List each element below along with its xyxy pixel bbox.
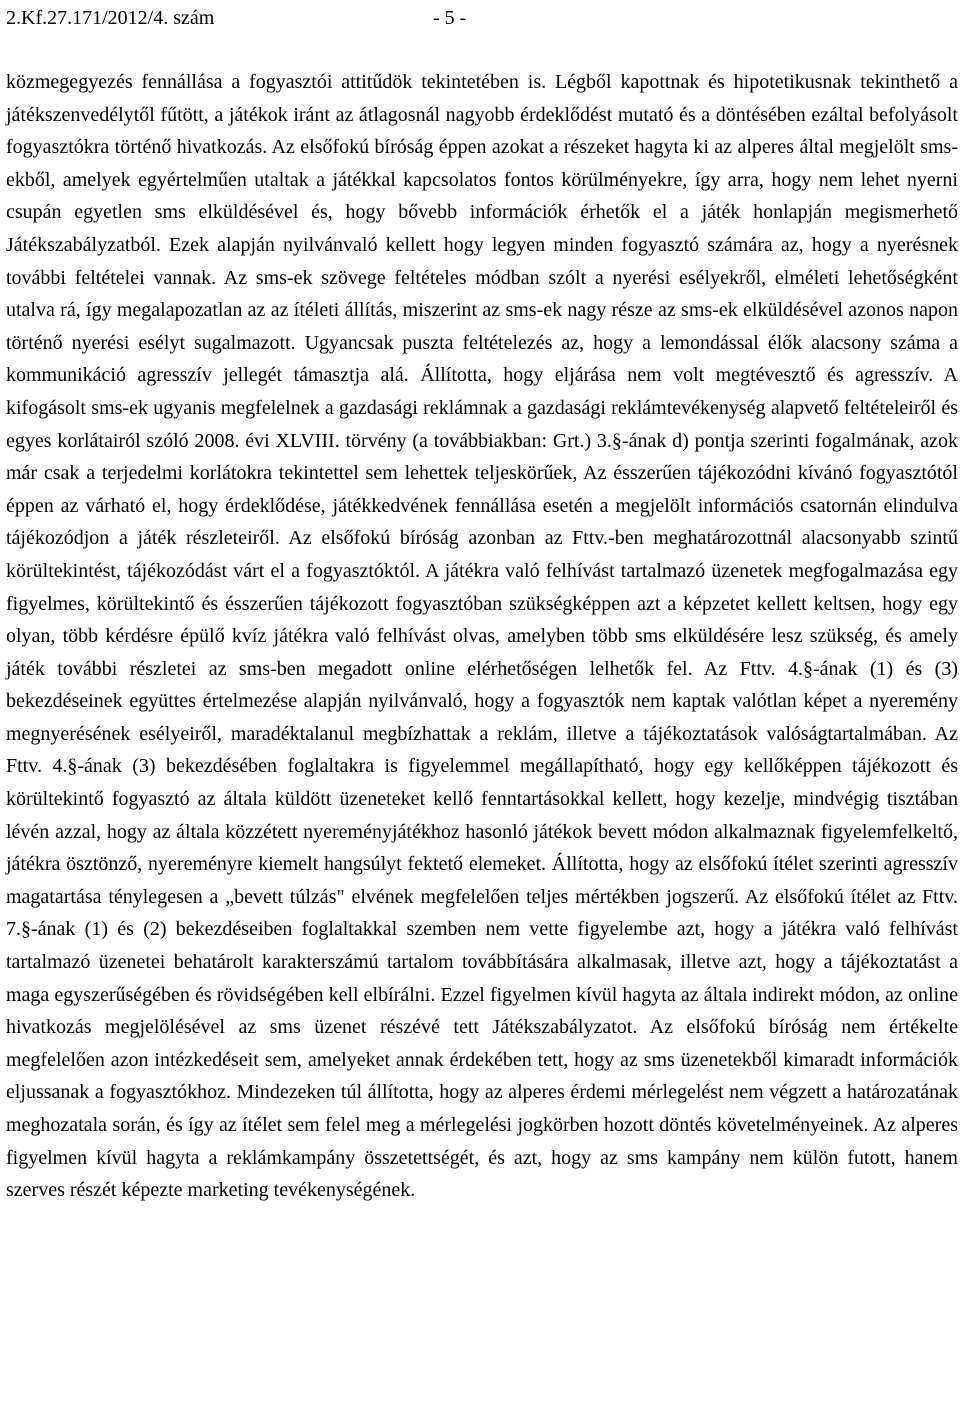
- page-number: - 5 -: [433, 7, 467, 29]
- case-reference: 2.Kf.27.171/2012/4. szám: [6, 7, 215, 29]
- body-paragraph: közmegegyezés fennállása a fogyasztói attitűdök tekintetében is. Légből kapottnak és hipotetikusnak tekinthető a játékszenvedélytől fűtött, a játékok iránt az átlagosnál nagyobb érdeklődést mutató és a döntésében ezáltal befolyásolt fogyasztókra történő hivatkozás. Az elsőfokú bíróság éppen azokat a részeket hagyta ki az alperes által megjelölt sms-ekből, amelyek egyértelműen utaltak a játékkal kapcsolatos fontos körülményekre, így arra, hogy nem lehet nyerni csupán egyetlen sms elküldésével és, hogy bővebb információk érhetők el a játék honlapján megismerhető Játékszabályzatból. Ezek alapján nyilvánvaló kellett hogy legyen minden fogyasztó számára az, hogy a nyerésnek további feltételei vannak. Az sms-ek szövege feltételes módban szólt a nyerési esélyekről, elméleti lehetőségként utalva rá, így megalapozatlan az az ítéleti állítás, miszerint az sms-ek nagy része az sms-ek elküldésével azonos napon történő nyerési esélyt sugalmazott. Ugyancsak puszta feltételezés az, hogy a lemondással élők alacsony száma a kommunikáció agresszív jellegét támasztja alá. Állította, hogy eljárása nem volt megtévesztő és agresszív. A kifogásolt sms-ek ugyanis megfelelnek a gazdasági reklámnak a gazdasági reklámtevékenység alapvető feltételeiről és egyes korlátairól szóló 2008. évi XLVIII. törvény (a továbbiakban: Grt.) 3.§-ának d) pontja szerinti fogalmának, azok már csak a terjedelmi korlátokra tekintettel sem lehettek teljeskörűek, Az ésszerűen tájékozódni kívánó fogyasztótól éppen az várható el, hogy érdeklődése, játékkedvének fennállása esetén a megjelölt információs csatornán elindulva tájékozódjon a játék részleteiről. Az elsőfokú bíróság azonban az Fttv.-ben meghatározottnál alacsonyabb szintű körültekintést, tájékozódást várt el a fogyasztóktól. A játékra való felhívást tartalmazó üzenetek megfogalmazása egy figyelmes, körültekintő és ésszerűen tájékozott fogyasztóban szükségképpen azt a képzetet kellett keltsen, hogy egy olyan, több kérdésre épülő kvíz játékra való felhívást olvas, amelyben több sms elküldésére lesz szükség, és amely játék további részletei az sms-ben megadott online elérhetőségen lelhetők fel. Az Fttv. 4.§-ának (1) és (3) bekezdéseinek együttes értelmezése alapján nyilvánvaló, hogy a fogyasztók nem kaptak valótlan képet a nyeremény megnyerésének esélyeiről, maradéktalanul megbízhattak a reklám, illetve a tájékoztatások valóságtartalmában. Az Fttv. 4.§-ának (3) bekezdésében foglaltakra is figyelemmel megállapítható, hogy egy kellőképpen tájékozott és körültekintő fogyasztó az általa küldött üzeneteket kellő fenntartásokkal kellett, hogy kezelje, mindvégig tisztában lévén azzal, hogy az általa közzétett nyereményjátékhoz hasonló játékok bevett módon alkalmaznak figyelemfelkeltő, játékra ösztönző, nyereményre kiemelt hangsúlyt fektető elemeket. Állította, hogy az elsőfokú ítélet szerinti agresszív magatartása ténylegesen a „bevett túlzás" elvének megfelelően teljes mértékben jogszerű. Az elsőfokú ítélet az Fttv. 7.§-ának (1) és (2) bekezdéseiben foglaltakkal szemben nem vette figyelembe azt, hogy a játékra való felhívást tartalmazó üzenetei behatárolt karakterszámú tartalom továbbítására alkalmasak, illetve azt, hogy a tájékoztatást a maga egyszerűségében és rövidségében kell elbírálni. Ezzel figyelmen kívül hagyta az általa indirekt módon, az online hivatkozás megjelölésével az sms üzenet részévé tett Játékszabályzatot. Az elsőfokú bíróság nem értékelte megfelelően azon intézkedéseit sem, amelyeket annak érdekében tett, hogy az sms üzenetekből kimaradt információk eljussanak a fogyasztókhoz. Mindezeken túl állította, hogy az alperes érdemi mérlegelést nem végzett a határozatának meghozatala során, és így az ítélet sem felel meg a mérlegelési jogkörben hozott döntés követelményeinek. Az alperes figyelmen kívül hagyta a reklámkampány összetettségét, és azt, hogy az sms kampány nem külön futott, hanem szerves részét képezte marketing tevékenységének.: [6, 71, 958, 1202]
- page-header: [6, 4, 954, 32]
